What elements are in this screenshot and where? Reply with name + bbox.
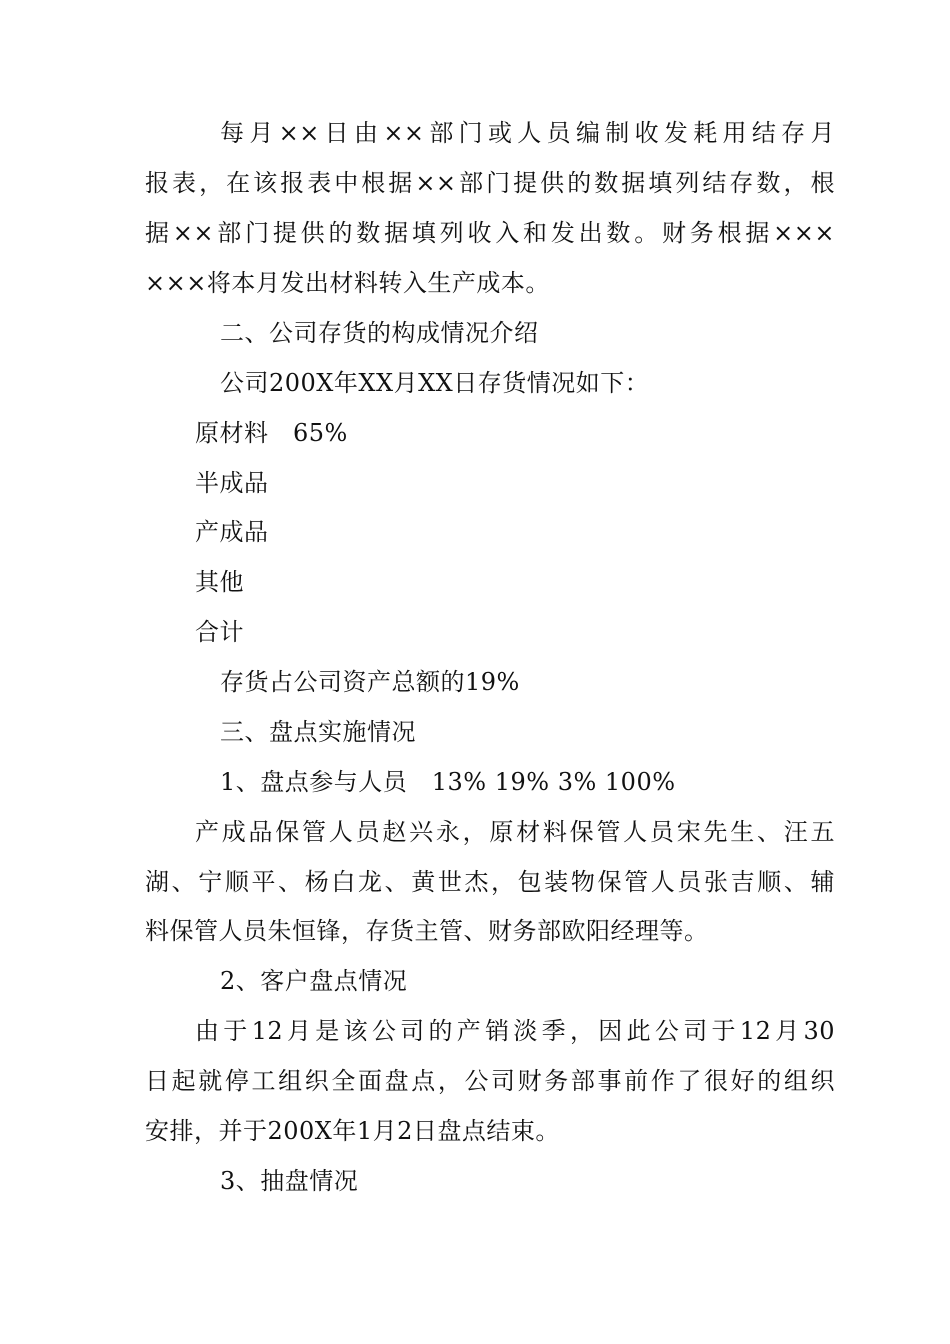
inventory-ratio: 存货占公司资产总额的19%	[220, 668, 520, 696]
inventory-item: 合计	[195, 618, 244, 646]
paragraph-line: 湖、宁顺平、杨白龙、黄世杰，包装物保管人员张吉顺、辅	[145, 868, 835, 896]
subsection-heading: 1、盘点参与人员 13% 19% 3% 100%	[220, 768, 676, 796]
inventory-item: 产成品	[195, 518, 269, 546]
paragraph-line: 产成品保管人员赵兴永，原材料保管人员宋先生、汪五	[195, 818, 835, 846]
paragraph-line: 料保管人员朱恒锋，存货主管、财务部欧阳经理等。	[145, 917, 709, 945]
inventory-item: 原材料 65%	[195, 419, 348, 447]
subsection-heading: 2、客户盘点情况	[220, 967, 408, 995]
paragraph-line: 每月××日由××部门或人员编制收发耗用结存月	[220, 119, 835, 147]
section-heading: 三、盘点实施情况	[220, 718, 416, 746]
paragraph-line: 安排，并于200X年1月2日盘点结束。	[145, 1117, 560, 1145]
inventory-item: 半成品	[195, 469, 269, 497]
paragraph-line: 由于12月是该公司的产销淡季，因此公司于12月30	[195, 1017, 835, 1045]
subsection-heading: 3、抽盘情况	[220, 1167, 359, 1195]
inventory-item: 其他	[195, 568, 244, 596]
inventory-intro: 公司200X年XX月XX日存货情况如下：	[220, 369, 650, 397]
section-heading: 二、公司存货的构成情况介绍	[220, 319, 539, 347]
paragraph-line: 日起就停工组织全面盘点，公司财务部事前作了很好的组织	[145, 1067, 835, 1095]
paragraph-line: ×××将本月发出材料转入生产成本。	[145, 269, 550, 297]
paragraph-line: 据××部门提供的数据填列收入和发出数。财务根据×××	[145, 219, 835, 247]
paragraph-line: 报表，在该报表中根据××部门提供的数据填列结存数，根	[145, 169, 835, 197]
